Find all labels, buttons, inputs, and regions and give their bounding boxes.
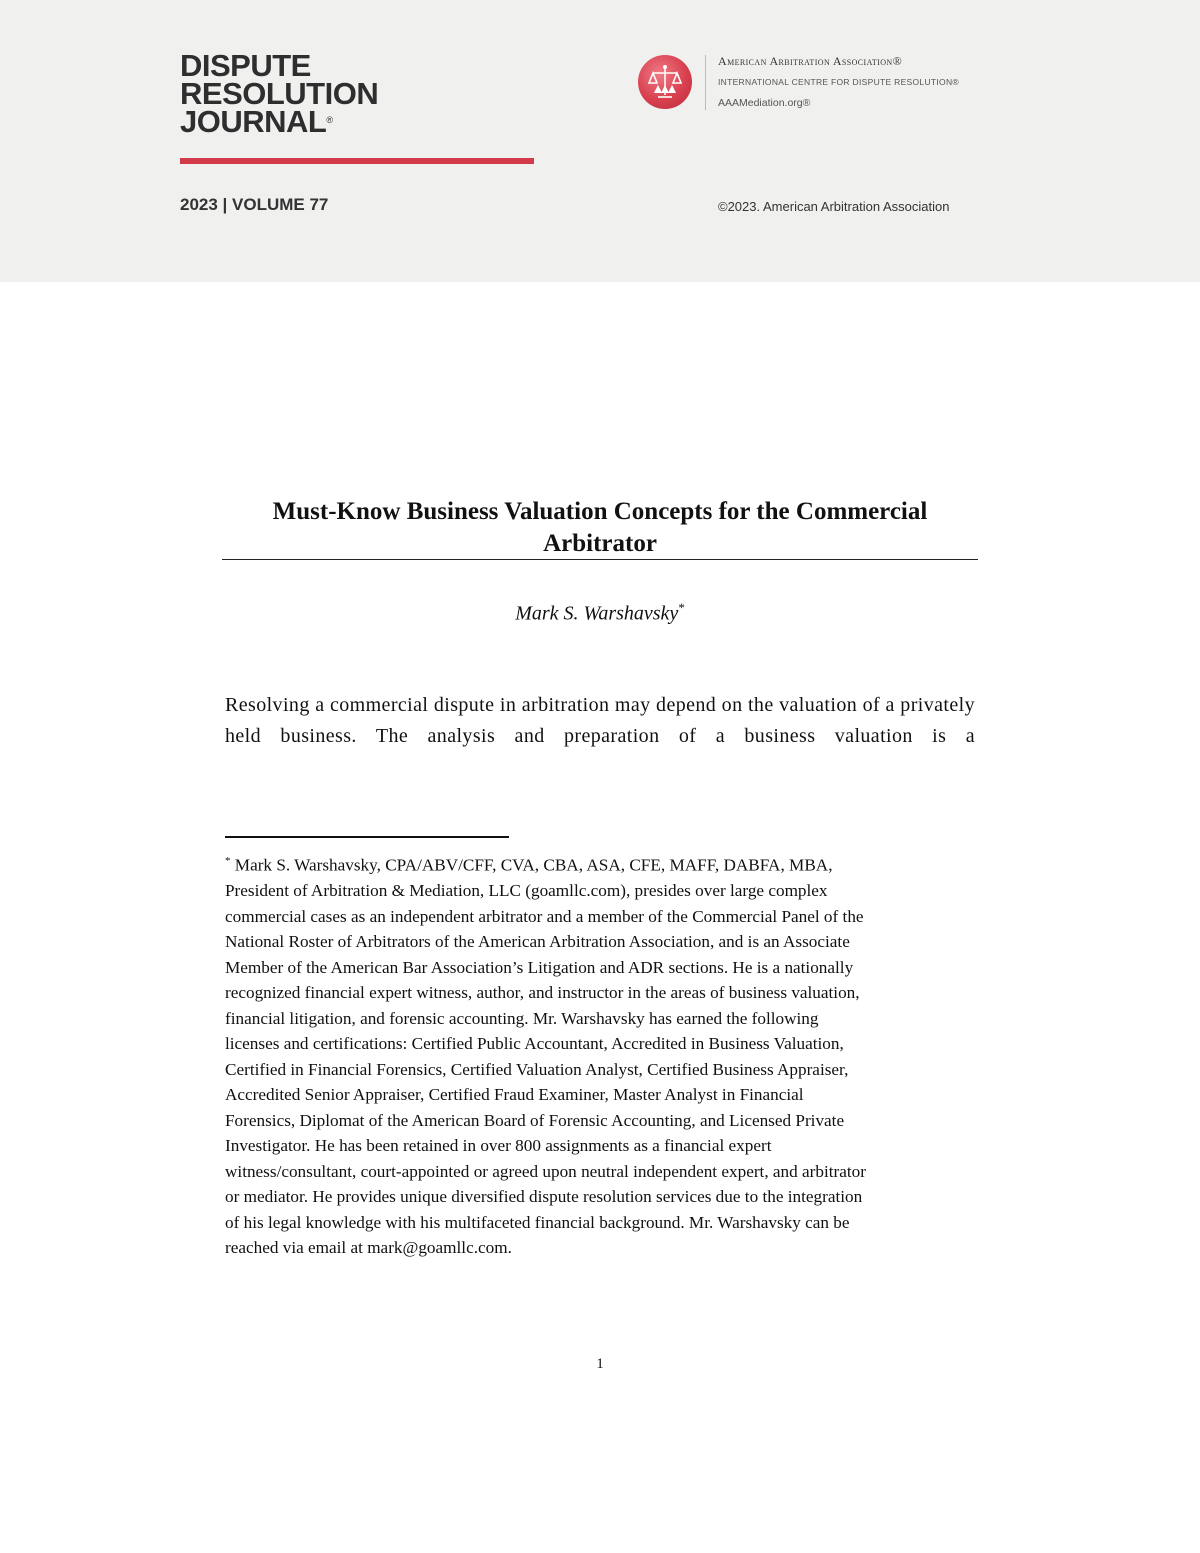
footnote-line: licenses and certifications: Certified Public Accountant, Accredited in Business Valuation, xyxy=(225,1034,844,1054)
footnote-line: commercial cases as an independent arbitrator and a member of the Commercial Panel of the xyxy=(225,906,864,926)
footnote-rule xyxy=(225,836,509,838)
journal-logo xyxy=(180,48,379,139)
footnote-line: President of Arbitration & Mediation, LLC (goamllc.com), presides over large complex xyxy=(225,881,828,901)
footnote-line: reached via email at mark@goamllc.com. xyxy=(225,1238,512,1258)
footnote-line: Member of the American Bar Association’s Litigation and ADR sections. He is a nationally xyxy=(225,957,854,977)
aaa-icdr-name: INTERNATIONAL CENTRE FOR DISPUTE RESOLUTION® xyxy=(718,77,959,87)
aaa-seal-icon xyxy=(638,55,692,109)
journal-logo-line-3 xyxy=(180,104,378,139)
footnote-marker: * xyxy=(225,855,231,867)
footnote-line: Forensics, Diplomat of the American Board of Forensic Accounting, and Licensed Private xyxy=(225,1110,845,1130)
author-footnote xyxy=(225,849,970,1261)
footnote-line: Investigator. He has been retained in over 800 assignments as a financial expert xyxy=(225,1136,772,1156)
footnote-line: Mark S. Warshavsky, CPA/ABV/CFF, CVA, CBA, ASA, CFE, MAFF, DABFA, MBA, xyxy=(234,855,833,875)
journal-logo-line-1: DISPUTE xyxy=(180,48,311,83)
footnote-line: recognized financial expert witness, author, and instructor in the areas of business valuation, xyxy=(225,983,860,1003)
footnote-line: Accredited Senior Appraiser, Certified Fraud Examiner, Master Analyst in Financial xyxy=(225,1085,804,1105)
aaa-logo-divider xyxy=(705,55,706,110)
footnote-line: financial litigation, and forensic accounting. Mr. Warshavsky has earned the following xyxy=(225,1008,819,1028)
footnote-line: Certified in Financial Forensics, Certified Valuation Analyst, Certified Business Appraiser, xyxy=(225,1059,849,1079)
footnote-line: National Roster of Arbitrators of the American Arbitration Association, and is an Associate xyxy=(225,932,850,952)
page-number: 1 xyxy=(596,1356,604,1372)
article-author xyxy=(222,600,978,626)
journal-logo-line-2: RESOLUTION xyxy=(180,76,379,111)
journal-logo-line-3-text: JOURNAL xyxy=(180,104,327,139)
journal-header-band xyxy=(0,0,1200,282)
author-name: Mark S. Warshavsky xyxy=(515,602,679,625)
title-rule xyxy=(222,559,978,560)
aaa-name: American Arbitration Association® xyxy=(718,54,903,68)
copyright-notice: ©2023. American Arbitration Association xyxy=(718,199,950,214)
registered-mark: ® xyxy=(326,115,333,125)
aaa-mediation-site: AAAMediation.org® xyxy=(718,97,811,109)
author-footnote-marker: * xyxy=(678,600,685,615)
footnote-line: of his legal knowledge with his multifaceted financial background. Mr. Warshavsky can be xyxy=(225,1212,850,1232)
footnote-line: witness/consultant, court-appointed or agreed upon neutral independent expert, and arbitrator xyxy=(225,1161,866,1181)
footnote-line: or mediator. He provides unique diversified dispute resolution services due to the integration xyxy=(225,1187,863,1207)
accent-rule xyxy=(180,158,534,164)
intro-paragraph: Resolving a commercial dispute in arbitration may depend on the valuation of a privately held business. The analysis and preparation of a business valuation is a xyxy=(225,694,975,747)
volume-label: 2023 | VOLUME 77 xyxy=(180,195,329,214)
article-title: Must-Know Business Valuation Concepts for the Commercial Arbitrator xyxy=(272,498,928,557)
